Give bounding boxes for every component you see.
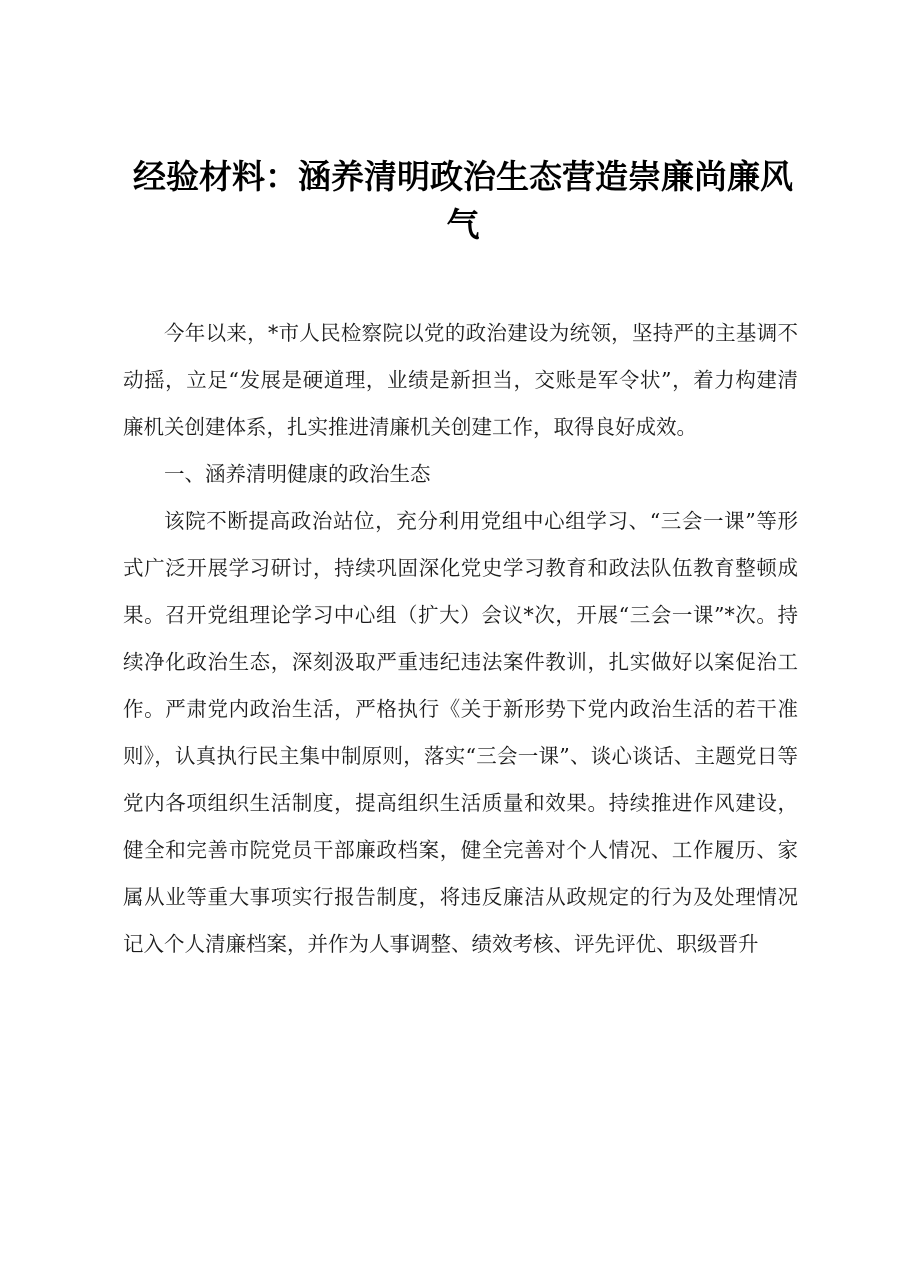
- document-body: [123, 310, 798, 968]
- section-heading-1: 一、涵养清明健康的政治生态: [164, 462, 431, 486]
- paragraph-intro: 今年以来，*市人民检察院以党的政治建设为统领，坚持严的主基调不动摇，立足“发展是硬道理，业绩是新担当，交账是军令状”，着力构建清廉机关创建体系，扎实推进清廉机关创建工作，取得良好成效。: [123, 321, 798, 439]
- paragraph-section-1: 该院不断提高政治站位，充分利用党组中心组学习、“三会一课”等形式广泛开展学习研讨，持续巩固深化党史学习教育和政法队伍教育整顿成果。召开党组理论学习中心组（扩大）会议*次，开展“三会一课”*次。持续净化政治生态，深刻汲取严重违纪违法案件教训，扎实做好以案促治工作。严肃党内政治生活，严格执行《关于新形势下党内政治生活的若干准则》，认真执行民主集中制原则，落实“三会一课”、谈心谈话、主题党日等党内各项组织生活制度，提高组织生活质量和效果。持续推进作风建设，健全和完善市院党员干部廉政档案，健全完善对个人情况、工作履历、家属从业等重大事项实行报告制度，将违反廉洁从政规定的行为及处理情况记入个人清廉档案，并作为人事调整、绩效考核、评先评优、职级晋升: [123, 509, 798, 956]
- document-title: 经验材料：涵养清明政治生态营造崇廉尚廉风气: [133, 157, 793, 244]
